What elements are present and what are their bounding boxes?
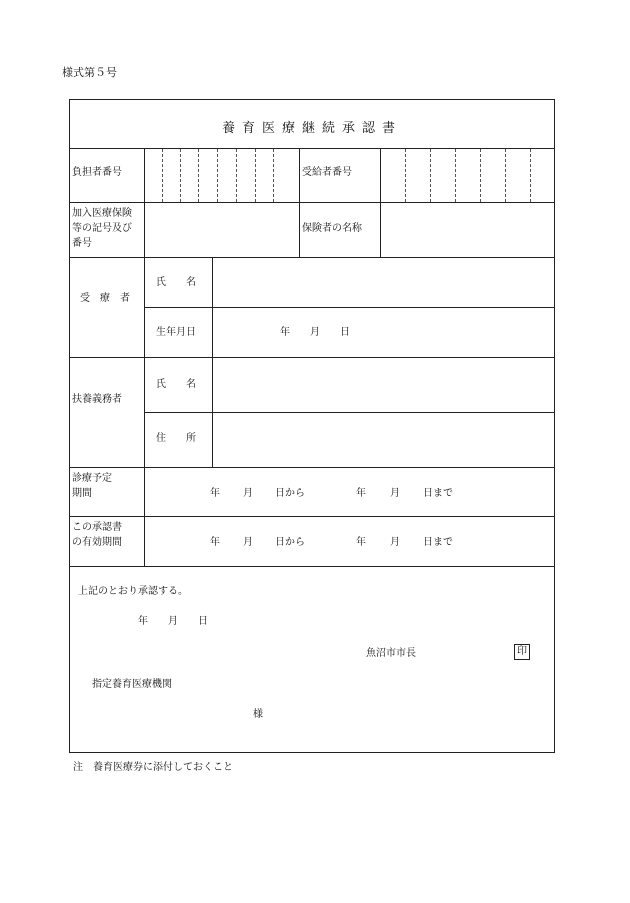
digit-separator <box>505 149 506 202</box>
validity-period-label-line2: の有効期間 <box>72 537 122 548</box>
digit-separator <box>236 149 237 202</box>
validity-period-label-line1: この承認書 <box>72 522 122 533</box>
treatment-period-label-line2: 期間 <box>72 488 92 499</box>
digit-separator <box>455 149 456 202</box>
seal-mark: 印 <box>514 644 530 660</box>
birthdate-format: 年 月 日 <box>280 327 350 338</box>
approval-statement: 上記のとおり承認する。 <box>78 586 188 597</box>
treatment-period-label-line1: 診療予定 <box>72 473 112 484</box>
digit-separator <box>180 149 181 202</box>
insurer-name-label: 保険者の名称 <box>302 223 362 234</box>
column-divider <box>144 148 145 566</box>
patient-label: 受 療 者 <box>80 293 130 304</box>
honorific: 様 <box>253 709 263 720</box>
guardian-name-label: 氏 名 <box>156 379 196 390</box>
column-divider <box>380 148 381 257</box>
digit-separator <box>273 149 274 202</box>
form-title: 養育医療継続承認書 <box>221 121 402 136</box>
recipient-number-label: 受給者番号 <box>302 167 352 178</box>
burden-number-label: 負担者番号 <box>72 167 122 178</box>
row-divider <box>69 202 555 203</box>
digit-separator <box>255 149 256 202</box>
approval-date-format: 年 月 日 <box>138 616 208 627</box>
digit-separator <box>162 149 163 202</box>
form-number: 様式第５号 <box>62 66 117 79</box>
institution-label: 指定養育医療機関 <box>92 679 172 690</box>
column-divider <box>299 148 300 257</box>
row-divider <box>144 307 555 308</box>
address-label: 住 所 <box>156 433 196 444</box>
form-frame <box>69 99 555 753</box>
digit-separator <box>530 149 531 202</box>
row-divider <box>69 148 555 149</box>
row-divider <box>144 412 555 413</box>
birthdate-label: 生年月日 <box>156 327 196 338</box>
digit-separator <box>198 149 199 202</box>
guardian-label: 扶養義務者 <box>72 394 122 405</box>
digit-separator <box>480 149 481 202</box>
footnote: 注 養育医療券に添付しておくこと <box>73 762 233 773</box>
row-divider <box>69 357 555 358</box>
patient-name-label: 氏 名 <box>156 277 196 288</box>
row-divider <box>69 257 555 258</box>
column-divider <box>212 257 213 467</box>
digit-separator <box>217 149 218 202</box>
digit-separator <box>430 149 431 202</box>
mayor-label: 魚沼市市長 <box>366 648 416 659</box>
digit-separator <box>405 149 406 202</box>
row-divider <box>69 467 555 468</box>
row-divider <box>69 516 555 517</box>
row-divider <box>69 566 555 567</box>
